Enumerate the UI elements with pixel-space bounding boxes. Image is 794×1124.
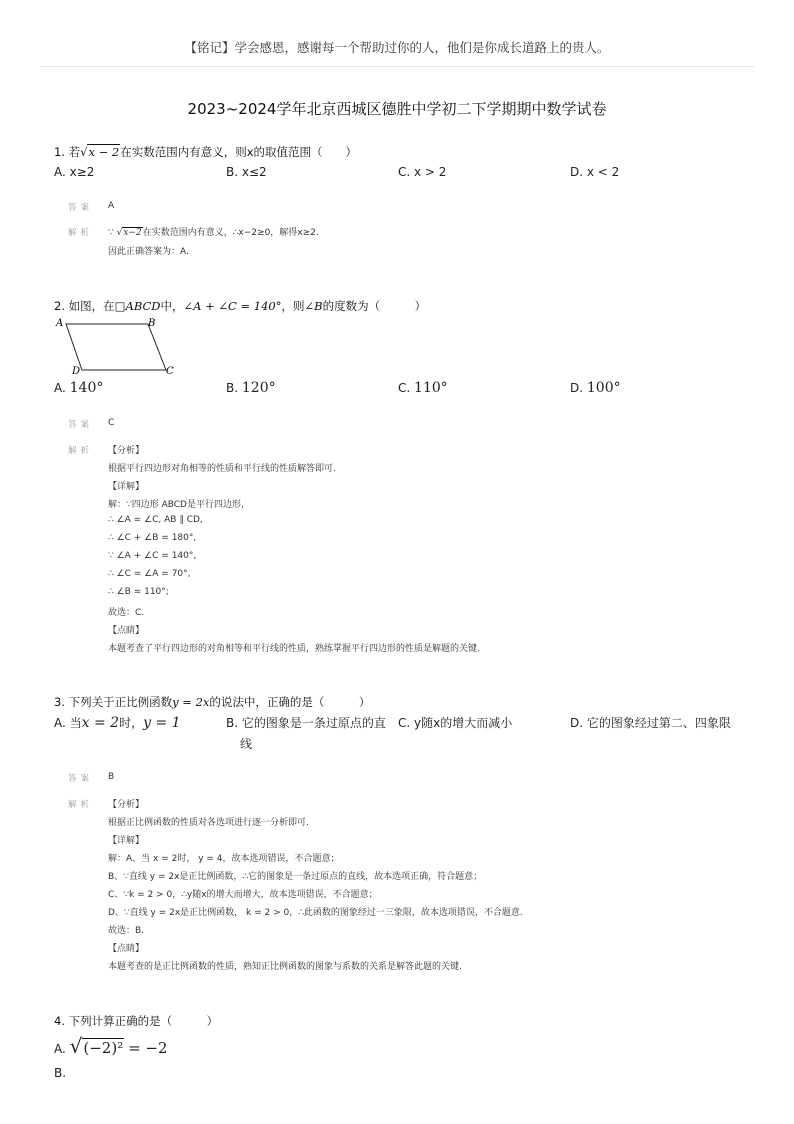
q1-option-b[interactable]: B. x≤2 bbox=[226, 165, 267, 179]
parallelogram-symbol: □ bbox=[114, 299, 126, 313]
header-divider bbox=[40, 66, 754, 67]
q1-answer-label: 答案 bbox=[68, 203, 94, 213]
page-title: 2023~2024学年北京西城区德胜中学初二下学期期中数学试卷 bbox=[187, 100, 607, 118]
option-value: 110° bbox=[414, 380, 448, 396]
q2-option-c[interactable] bbox=[398, 380, 448, 396]
q1-analysis-radicand: x−2 bbox=[123, 228, 142, 238]
q3-text-b: 的说法中，正确的是（ ） bbox=[209, 695, 371, 709]
q1-analysis-line bbox=[108, 225, 319, 238]
q2-analysis-line: 解：∵四边形 ABCD是平行四边形, bbox=[108, 500, 244, 510]
q2-text-c: ，则 bbox=[281, 299, 305, 313]
q3-stem bbox=[54, 694, 370, 710]
q1-radicand: x − 2 bbox=[88, 145, 120, 159]
q2-analysis-line: 根据平行四边形对角相等的性质和平行线的性质解答即可. bbox=[108, 464, 336, 474]
option-letter: B. bbox=[226, 381, 239, 395]
q3-number: 3. bbox=[54, 695, 65, 709]
q3-analysis-line: D、∵直线 y = 2x是正比例函数， k = 2 > 0，∴此函数的图象经过一三象限，故本选项错误，不合题意. bbox=[108, 908, 523, 918]
q2-answer-label: 答案 bbox=[68, 420, 94, 430]
q1-text-post: 在实数范围内有意义，则x的取值范围（ ） bbox=[120, 145, 358, 159]
q2-angle: ∠B bbox=[304, 299, 323, 313]
q2-analysis-line: 【详解】 bbox=[108, 482, 145, 492]
option-text: A. 当 bbox=[54, 716, 82, 730]
vertex-b-label: B bbox=[148, 318, 156, 329]
q1-analysis-line: 因此正确答案为：A. bbox=[108, 247, 189, 257]
q2-number: 2. bbox=[54, 299, 65, 313]
q2-text-d: 的度数为（ ） bbox=[322, 299, 427, 313]
header-motto: 【铭记】学会感恩，感谢每一个帮助过你的人，他们是你成长道路上的贵人。 bbox=[184, 40, 610, 55]
q3-analysis-label: 解析 bbox=[68, 800, 94, 810]
q2-analysis-line: 故选：C. bbox=[108, 608, 145, 618]
q4-option-a-radicand: (−2)² bbox=[83, 1039, 124, 1057]
q4-option-b[interactable]: B. bbox=[54, 1066, 67, 1080]
vertex-d-label: D bbox=[72, 366, 81, 377]
q3-option-d[interactable]: D. 它的图象经过第二、四象限 bbox=[570, 716, 731, 730]
q2-analysis-line: ∴ ∠B = 110°; bbox=[108, 587, 169, 597]
because-symbol: ∵ bbox=[108, 228, 114, 238]
q4-text: 下列计算正确的是（ ） bbox=[68, 1014, 219, 1028]
q4-number: 4. bbox=[54, 1014, 65, 1028]
q1-number: 1. bbox=[54, 145, 65, 159]
q4-option-a-rhs: = −2 bbox=[128, 1039, 168, 1057]
option-letter: C. bbox=[398, 381, 411, 395]
q1-answer: A bbox=[108, 201, 115, 211]
option-text: 时， bbox=[119, 716, 144, 730]
option-math: x = 2 bbox=[81, 715, 120, 731]
q3-answer-label: 答案 bbox=[68, 774, 94, 784]
q3-analysis-line: 解：A、当 x = 2时， y = 4，故本选项错误，不合题意； bbox=[108, 854, 340, 864]
option-letter: D. bbox=[570, 381, 584, 395]
q2-stem bbox=[54, 298, 426, 314]
q3-analysis-line: B、∵直线 y = 2x是正比例函数，∴它的图象是一条过原点的直线，故本选项正确，符合题意； bbox=[108, 872, 483, 882]
q2-expression: ∠A + ∠C = 140° bbox=[183, 299, 282, 313]
sqrt-symbol: √ bbox=[116, 228, 123, 238]
q3-analysis-line: 根据正比例函数的性质对各选项进行逐一分析即可. bbox=[108, 818, 309, 828]
sqrt-symbol: √ bbox=[69, 1034, 83, 1058]
q3-function: y = 2x bbox=[172, 695, 210, 709]
q2-analysis-label: 解析 bbox=[68, 446, 94, 456]
option-text: B. 它的图象是一条过原点的直 bbox=[226, 716, 386, 730]
q2-option-b[interactable] bbox=[226, 380, 276, 396]
q3-answer: B bbox=[108, 772, 115, 782]
q3-analysis-line: 本题考查的是正比例函数的性质，熟知正比例函数的图象与系数的关系是解答此题的关键. bbox=[108, 962, 462, 972]
option-value: 140° bbox=[69, 380, 104, 396]
q2-text-b: 中， bbox=[160, 299, 184, 313]
q3-option-a[interactable] bbox=[54, 714, 181, 731]
q2-option-a[interactable] bbox=[54, 380, 103, 396]
q1-stem bbox=[54, 144, 357, 160]
q1-text-pre: 若 bbox=[68, 145, 81, 159]
q2-analysis-line: 【点睛】 bbox=[108, 626, 145, 636]
q1-analysis-text: 在实数范围内有意义，∴x−2≥0，解得x≥2. bbox=[142, 228, 319, 238]
q2-answer: C bbox=[108, 418, 115, 428]
q3-analysis-line: 故选：B. bbox=[108, 926, 145, 936]
q3-analysis-line: C、∵k = 2 > 0，∴y随x的增大而增大，故本选项错误，不合题意； bbox=[108, 890, 378, 900]
q2-text-a: 如图，在 bbox=[68, 299, 115, 313]
q3-option-c[interactable]: C. y随x的增大而减小 bbox=[398, 716, 513, 730]
sqrt-symbol: √ bbox=[80, 145, 88, 159]
q1-option-a[interactable]: A. x≥2 bbox=[54, 165, 95, 179]
q4-option-a[interactable] bbox=[54, 1034, 168, 1058]
vertex-c-label: C bbox=[166, 366, 174, 377]
option-math: y = 1 bbox=[143, 715, 181, 731]
q2-analysis-line: 本题考查了平行四边形的对角相等和平行线的性质，熟练掌握平行四边形的性质是解题的关键. bbox=[108, 644, 480, 654]
q2-analysis-line: ∴ ∠A = ∠C, AB ∥ CD, bbox=[108, 515, 203, 525]
q2-shape-name: ABCD bbox=[125, 299, 161, 313]
option-value: 100° bbox=[586, 380, 621, 396]
vertex-a-label: A bbox=[56, 318, 64, 329]
option-value: 120° bbox=[241, 380, 276, 396]
q2-analysis-line: ∴ ∠C = ∠A = 70°, bbox=[108, 569, 191, 579]
q3-analysis-line: 【分析】 bbox=[108, 800, 145, 810]
q3-analysis-line: 【详解】 bbox=[108, 836, 145, 846]
q1-option-c[interactable]: C. x > 2 bbox=[398, 165, 447, 179]
q2-analysis-line: ∵ ∠A + ∠C = 140°, bbox=[108, 551, 197, 561]
q2-analysis-line: 【分析】 bbox=[108, 446, 145, 456]
q1-option-d[interactable]: D. x < 2 bbox=[570, 165, 620, 179]
q1-analysis-label: 解析 bbox=[68, 228, 94, 238]
parallelogram-shape bbox=[66, 324, 166, 370]
option-letter: A. bbox=[54, 381, 66, 395]
q2-option-d[interactable] bbox=[570, 380, 621, 396]
parallelogram-figure bbox=[52, 316, 182, 378]
option-text: 线 bbox=[240, 737, 253, 751]
option-letter: A. bbox=[54, 1042, 66, 1056]
q2-analysis-line: ∴ ∠C + ∠B = 180°, bbox=[108, 533, 197, 543]
q4-stem bbox=[54, 1013, 218, 1029]
q3-analysis-line: 【点睛】 bbox=[108, 944, 145, 954]
q3-text-a: 下列关于正比例函数 bbox=[68, 695, 173, 709]
q3-option-b[interactable] bbox=[226, 714, 386, 752]
